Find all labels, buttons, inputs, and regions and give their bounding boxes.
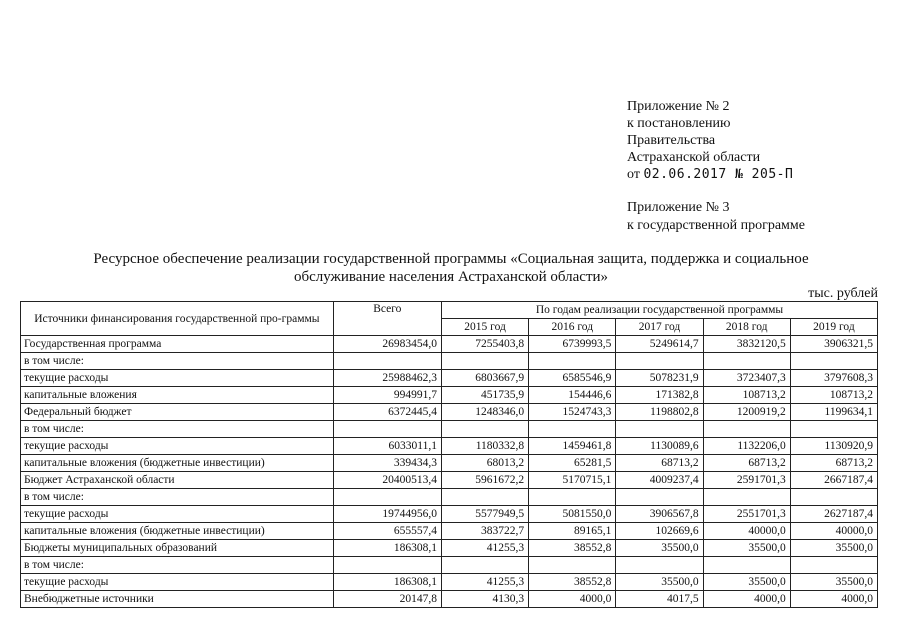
table-header-row [21,302,878,319]
row-year-value: 41255,3 [441,574,528,591]
row-total-value [333,557,441,574]
row-name: текущие расходы [21,506,334,523]
row-year-value: 35500,0 [616,574,703,591]
row-name: текущие расходы [21,574,334,591]
table-row [21,353,878,370]
row-year-value: 1459461,8 [529,438,616,455]
row-total-value: 25988462,3 [333,370,441,387]
row-year-value [616,421,703,438]
row-name: Внебюджетные источники [21,591,334,608]
table-row [21,540,878,557]
table-body [21,336,878,608]
appendix-3-block [627,199,805,235]
row-year-value: 41255,3 [441,540,528,557]
row-name: капитальные вложения (бюджетные инвестиции) [21,455,334,472]
appendix-2-title: Приложение № 2 [627,99,730,114]
row-year-value: 3906321,5 [790,336,877,353]
row-year-value: 35500,0 [616,540,703,557]
row-year-value: 1199634,1 [790,404,877,421]
row-year-value: 38552,8 [529,540,616,557]
appendix-3-title: Приложение № 3 [627,200,730,215]
row-total-value: 20147,8 [333,591,441,608]
header-year-2016: 2016 год [529,319,616,336]
row-year-value [441,557,528,574]
row-year-value: 3906567,8 [616,506,703,523]
row-year-value: 4000,0 [703,591,790,608]
row-total-value: 994991,7 [333,387,441,404]
row-year-value: 6585546,9 [529,370,616,387]
document-title-line-1: Ресурсное обеспечение реализации государственной программы «Социальная защита, поддержка и социальное [93,251,809,267]
row-year-value: 6739993,5 [529,336,616,353]
document-title [40,250,862,286]
row-year-value: 5078231,9 [616,370,703,387]
row-total-value: 655557,4 [333,523,441,540]
row-year-value: 1248346,0 [441,404,528,421]
table-row [21,472,878,489]
row-year-value: 4017,5 [616,591,703,608]
appendix-2-line-4: Астраханской области [627,150,761,165]
row-year-value: 2551701,3 [703,506,790,523]
table-row [21,489,878,506]
row-year-value [703,353,790,370]
row-year-value: 383722,7 [441,523,528,540]
row-year-value: 4130,3 [441,591,528,608]
row-year-value [790,557,877,574]
table-row [21,370,878,387]
header-year-2019: 2019 год [790,319,877,336]
appendix-3-line-2: к государственной программе [627,218,805,233]
row-year-value [616,489,703,506]
table-row [21,574,878,591]
row-total-value: 20400513,4 [333,472,441,489]
row-name: текущие расходы [21,438,334,455]
row-year-value [529,353,616,370]
row-year-value: 1200919,2 [703,404,790,421]
row-year-value: 65281,5 [529,455,616,472]
row-year-value: 108713,2 [703,387,790,404]
row-year-value: 108713,2 [790,387,877,404]
table-row [21,591,878,608]
row-year-value: 4000,0 [529,591,616,608]
header-source: Источники финансирования государственной про-граммы [21,302,334,336]
row-year-value [529,557,616,574]
date-prefix: от [627,167,644,182]
row-year-value [441,353,528,370]
row-year-value: 68013,2 [441,455,528,472]
row-name: капитальные вложения (бюджетные инвестиции) [21,523,334,540]
row-year-value: 6803667,9 [441,370,528,387]
row-year-value: 451735,9 [441,387,528,404]
row-year-value [529,421,616,438]
row-year-value: 5961672,2 [441,472,528,489]
row-year-value: 4009237,4 [616,472,703,489]
row-year-value [616,353,703,370]
row-year-value: 68713,2 [790,455,877,472]
row-name: Федеральный бюджет [21,404,334,421]
row-year-value: 40000,0 [790,523,877,540]
row-year-value: 1180332,8 [441,438,528,455]
row-year-value [616,557,703,574]
row-year-value: 3723407,3 [703,370,790,387]
row-total-value [333,353,441,370]
row-year-value: 1132206,0 [703,438,790,455]
table-row [21,336,878,353]
header-year-2015: 2015 год [441,319,528,336]
table-row [21,387,878,404]
table-row [21,438,878,455]
row-total-value: 339434,3 [333,455,441,472]
row-year-value: 89165,1 [529,523,616,540]
row-total-value: 6033011,1 [333,438,441,455]
row-year-value: 3832120,5 [703,336,790,353]
decree-date-number: 02.06.2017 № 205-П [643,167,794,182]
row-total-value: 6372445,4 [333,404,441,421]
row-year-value [790,489,877,506]
table-row [21,455,878,472]
row-year-value: 154446,6 [529,387,616,404]
document-title-line-2: обслуживание населения Астраханской области» [293,269,609,285]
row-year-value: 68713,2 [616,455,703,472]
row-year-value: 68713,2 [703,455,790,472]
row-year-value [441,489,528,506]
header-year-2018: 2018 год [703,319,790,336]
row-year-value: 5081550,0 [529,506,616,523]
row-year-value: 1130920,9 [790,438,877,455]
row-year-value: 102669,6 [616,523,703,540]
row-year-value [529,489,616,506]
row-year-value: 1130089,6 [616,438,703,455]
table-row [21,421,878,438]
row-year-value [703,557,790,574]
row-name: в том числе: [21,421,334,438]
row-year-value: 7255403,8 [441,336,528,353]
row-total-value: 19744956,0 [333,506,441,523]
row-year-value: 35500,0 [703,540,790,557]
row-total-value: 186308,1 [333,540,441,557]
row-year-value: 171382,8 [616,387,703,404]
row-year-value [790,353,877,370]
row-year-value: 3797608,3 [790,370,877,387]
row-year-value: 2627187,4 [790,506,877,523]
header-by-years: По годам реализации государственной программы [441,302,877,319]
row-year-value: 35500,0 [703,574,790,591]
row-year-value: 35500,0 [790,574,877,591]
row-year-value: 38552,8 [529,574,616,591]
appendix-2-line-2: к постановлению [627,116,731,131]
units-label: тыс. рублей [808,286,878,301]
row-year-value [703,489,790,506]
row-total-value: 186308,1 [333,574,441,591]
row-total-value: 26983454,0 [333,336,441,353]
appendix-2-date-line [627,166,793,183]
row-year-value: 2667187,4 [790,472,877,489]
row-name: капитальные вложения [21,387,334,404]
row-name: текущие расходы [21,370,334,387]
table-row [21,404,878,421]
row-year-value [790,421,877,438]
row-name: в том числе: [21,353,334,370]
row-year-value: 5577949,5 [441,506,528,523]
row-name: Государственная программа [21,336,334,353]
row-year-value [703,421,790,438]
appendix-2-line-3: Правительства [627,133,716,148]
row-year-value: 5170715,1 [529,472,616,489]
row-name: Бюджеты муниципальных образований [21,540,334,557]
row-total-value [333,489,441,506]
row-year-value: 1198802,8 [616,404,703,421]
row-year-value: 1524743,3 [529,404,616,421]
header-total: Всего [333,302,441,336]
row-year-value: 4000,0 [790,591,877,608]
row-year-value [441,421,528,438]
row-year-value: 5249614,7 [616,336,703,353]
row-year-value: 2591701,3 [703,472,790,489]
row-year-value: 35500,0 [790,540,877,557]
appendix-2-block [627,98,793,183]
row-name: Бюджет Астраханской области [21,472,334,489]
table-row [21,506,878,523]
header-year-2017: 2017 год [616,319,703,336]
table-row [21,523,878,540]
row-name: в том числе: [21,557,334,574]
row-name: в том числе: [21,489,334,506]
table-row [21,557,878,574]
row-year-value: 40000,0 [703,523,790,540]
row-total-value [333,421,441,438]
resources-table [20,301,878,608]
